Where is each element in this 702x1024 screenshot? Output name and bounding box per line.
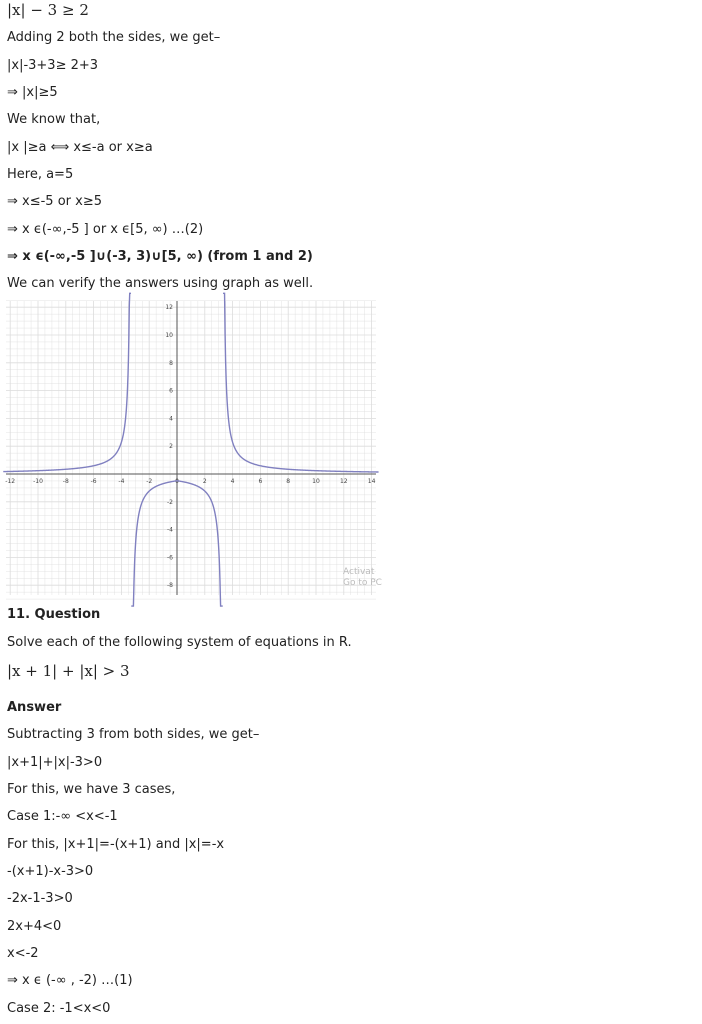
y-tick-label: -2	[167, 498, 173, 506]
question-line-8: Case 1:-∞ <x<-1	[7, 809, 118, 824]
question-line-14: ⇒ x ϵ (-∞ , -2) …(1)	[7, 973, 133, 988]
x-tick-label: -8	[62, 478, 69, 485]
x-tick-label: -10	[33, 478, 43, 485]
y-tick-label: 8	[169, 359, 173, 367]
question-line-11: -2x-1-3>0	[7, 891, 73, 906]
x-tick-label: 12	[339, 478, 348, 485]
y-tick-label: 6	[169, 387, 173, 395]
x-tick-label: -6	[90, 478, 97, 485]
question-line-13: x<-2	[7, 946, 39, 961]
question-line-1: 11. Question	[7, 607, 101, 622]
x-tick-label: -4	[118, 478, 125, 485]
watermark-line1: Activat	[343, 567, 375, 577]
question-line-9: For this, |x+1|=-(x+1) and |x|=-x	[7, 837, 225, 852]
text-line-1: |x| − 3 ≥ 2	[7, 1, 89, 19]
y-tick-label: -4	[167, 526, 173, 534]
y-tick-label: 10	[165, 332, 173, 339]
y-tick-label: 4	[169, 415, 173, 423]
y-tick-label: 12	[165, 304, 173, 312]
question-line-12: 2x+4<0	[7, 919, 62, 934]
text-line-8: ⇒ x≤-5 or x≥5	[7, 194, 102, 209]
question-line-10: -(x+1)-x-3>0	[7, 864, 94, 879]
watermark-line2: Go to PC	[343, 578, 382, 588]
x-tick-label: 0	[175, 478, 179, 485]
text-line-3: |x|-3+3≥ 2+3	[7, 58, 99, 73]
x-tick-label: 6	[258, 478, 263, 485]
x-tick-label: 8	[286, 478, 291, 485]
text-line-4: ⇒ |x|≥5	[7, 85, 58, 100]
text-line-10: ⇒ x ϵ(-∞,-5 ]∪(-3, 3)∪[5, ∞) (from 1 and 2)	[7, 249, 313, 264]
x-tick-label: 4	[230, 478, 235, 485]
question-line-5: Subtracting 3 from both sides, we get–	[7, 727, 260, 742]
function-graph	[5, 301, 382, 595]
question-line-4: Answer	[7, 700, 62, 715]
x-tick-label: 2	[202, 478, 207, 485]
text-line-2: Adding 2 both the sides, we get–	[7, 30, 221, 45]
text-line-7: Here, a=5	[7, 167, 74, 182]
question-line-2: Solve each of the following system of equations in R.	[7, 635, 352, 650]
text-line-5: We know that,	[7, 112, 101, 127]
question-line-15: Case 2: -1<x<0	[7, 1001, 111, 1016]
x-tick-label: 10	[312, 478, 320, 485]
graph-tick-labels	[5, 304, 375, 589]
text-line-9: ⇒ x ϵ(-∞,-5 ] or x ϵ[5, ∞) …(2)	[7, 222, 204, 237]
question-line-6: |x+1|+|x|-3>0	[7, 755, 103, 770]
curve-branch-1	[3, 293, 131, 471]
text-line-11: We can verify the answers using graph as well.	[7, 276, 314, 291]
question-line-7: For this, we have 3 cases,	[7, 782, 176, 797]
question-line-3: |x + 1| + |x| > 3	[7, 662, 130, 680]
x-tick-label: -12	[5, 478, 16, 485]
x-tick-label: -2	[146, 478, 153, 485]
graph-grid	[6, 300, 376, 599]
text-line-6: |x |≥a ⟺ x≤-a or x≥a	[7, 140, 153, 155]
watermark	[343, 567, 382, 588]
y-tick-label: 2	[169, 443, 173, 451]
y-tick-label: -6	[167, 554, 173, 562]
x-tick-label: 14	[367, 478, 376, 485]
y-tick-label: -8	[167, 582, 173, 590]
